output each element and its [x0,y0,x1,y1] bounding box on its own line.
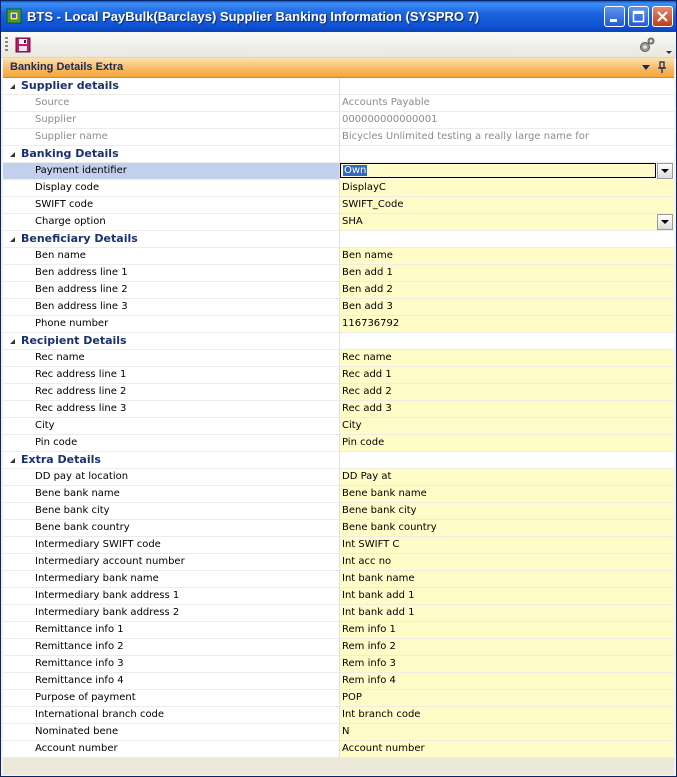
property-value: Bicycles Unlimited testing a really large name for [342,131,589,142]
payment-identifier-input[interactable] [340,163,656,178]
property-label: Bene bank country [35,522,130,533]
close-icon [655,9,670,24]
maximize-icon [631,9,646,24]
property-row-rec-address-2[interactable] [3,384,674,401]
property-value: DisplayC [342,182,386,193]
property-label: Ben address line 2 [35,284,128,295]
property-row-purpose-of-payment[interactable] [3,690,674,707]
property-label: Purpose of payment [35,692,136,703]
property-row-nominated-bene[interactable] [3,724,674,741]
property-label: Intermediary bank address 1 [35,590,180,601]
property-value: Rem info 1 [342,624,396,635]
property-label: City [35,420,55,431]
property-value: Int acc no [342,556,392,567]
property-value: Bene bank country [342,522,437,533]
toolbar [1,32,676,58]
property-row-ben-address-2[interactable] [3,282,674,299]
property-row-charge-option[interactable] [3,214,674,231]
payment-identifier-dropdown-button[interactable] [657,163,673,179]
property-label: Rec name [35,352,85,363]
collapse-triangle-icon[interactable] [9,151,16,158]
property-value: City [342,420,362,431]
property-value: Rem info 3 [342,658,396,669]
property-label: Source [35,97,70,108]
property-value: SHA [342,216,363,227]
property-value: Rem info 2 [342,641,396,652]
property-label: Intermediary bank name [35,573,159,584]
collapse-triangle-icon[interactable] [9,338,16,345]
title-bar[interactable] [1,1,676,32]
category-label: Beneficiary Details [21,232,138,245]
property-row-supplier[interactable] [3,112,674,129]
property-value: Rec add 3 [342,403,392,414]
panel-title: Banking Details Extra [10,61,124,73]
property-label: Account number [35,743,118,754]
category-supplier-details[interactable] [3,78,674,95]
property-row-source[interactable] [3,95,674,112]
window-title: BTS - Local PayBulk(Barclays) Supplier Banking Information (SYSPRO 7) [27,9,480,24]
property-label: Charge option [35,216,106,227]
property-label: Nominated bene [35,726,119,737]
minimize-icon [607,9,622,24]
property-row-remittance-info-3[interactable] [3,656,674,673]
property-row-intermediary-bank-address-1[interactable] [3,588,674,605]
category-label: Recipient Details [21,334,127,347]
property-value: Int bank name [342,573,415,584]
minimize-button[interactable] [604,6,625,27]
property-label: Pin code [35,437,78,448]
property-row-remittance-info-1[interactable] [3,622,674,639]
property-value: Int bank add 1 [342,590,415,601]
property-row-international-branch-code[interactable] [3,707,674,724]
property-label: Rec address line 3 [35,403,127,414]
property-label: Intermediary account number [35,556,185,567]
property-value: Rec name [342,352,392,363]
property-label: Remittance info 1 [35,624,124,635]
property-value: Pin code [342,437,385,448]
property-label: Supplier [35,114,77,125]
property-row-bene-bank-city[interactable] [3,503,674,520]
property-value: Int bank add 1 [342,607,415,618]
property-row-intermediary-bank-address-2[interactable] [3,605,674,622]
property-label: Rec address line 2 [35,386,127,397]
property-value: Ben name [342,250,393,261]
property-value: Rec add 2 [342,386,392,397]
property-row-pin-code[interactable] [3,435,674,452]
property-row-payment-identifier[interactable] [3,163,674,180]
property-label: Ben address line 1 [35,267,128,278]
property-label: Remittance info 2 [35,641,124,652]
collapse-triangle-icon[interactable] [9,236,16,243]
property-row-city[interactable] [3,418,674,435]
property-value: Int SWIFT C [342,539,400,550]
chevron-down-icon[interactable] [641,62,651,72]
property-label: DD pay at location [35,471,129,482]
property-row-rec-address-1[interactable] [3,367,674,384]
category-extra-details[interactable] [3,452,674,469]
property-value: Ben add 3 [342,301,393,312]
property-row-remittance-info-4[interactable] [3,673,674,690]
property-row-intermediary-bank-name[interactable] [3,571,674,588]
property-label: Ben name [35,250,86,261]
charge-option-dropdown-button[interactable] [657,214,673,230]
category-label: Banking Details [21,147,119,160]
property-row-account-number[interactable] [3,741,674,758]
property-label: International branch code [35,709,165,720]
property-row-ben-name[interactable] [3,248,674,265]
property-value: Account number [342,743,425,754]
property-label: SWIFT code [35,199,94,210]
category-label: Extra Details [21,453,101,466]
property-label: Remittance info 3 [35,658,124,669]
property-row-ben-address-1[interactable] [3,265,674,282]
property-label: Intermediary SWIFT code [35,539,161,550]
property-value: Int branch code [342,709,421,720]
category-banking-details[interactable] [3,146,674,163]
property-row-bene-bank-name[interactable] [3,486,674,503]
property-label: Rec address line 1 [35,369,127,380]
property-row-remittance-info-2[interactable] [3,639,674,656]
property-grid [3,78,674,758]
gear-icon[interactable] [638,36,656,54]
toolbar-grip[interactable] [5,37,8,52]
property-row-rec-address-3[interactable] [3,401,674,418]
category-label: Supplier details [21,79,119,92]
property-label: Intermediary bank address 2 [35,607,180,618]
save-icon[interactable] [14,36,32,54]
property-label: Supplier name [35,131,108,142]
chevron-down-icon [661,220,669,225]
property-label: Bene bank name [35,488,120,499]
property-row-ben-address-3[interactable] [3,299,674,316]
property-value: Rec add 1 [342,369,392,380]
property-label: Display code [35,182,100,193]
property-value: Bene bank name [342,488,427,499]
selected-text: Own [344,165,367,176]
toolbar-overflow-icon[interactable] [665,37,673,55]
property-label: Phone number [35,318,109,329]
property-row-rec-name[interactable] [3,350,674,367]
property-value: 000000000000001 [342,114,438,125]
property-label: Remittance info 4 [35,675,124,686]
category-beneficiary-details[interactable] [3,231,674,248]
panel-header [3,58,674,78]
property-value: N [342,726,350,737]
property-row-phone-number[interactable] [3,316,674,333]
property-value: SWIFT_Code [342,199,404,210]
property-value: Accounts Payable [342,97,430,108]
property-label: Ben address line 3 [35,301,128,312]
property-label: Bene bank city [35,505,110,516]
property-value: Rem info 4 [342,675,396,686]
status-bar [3,758,674,775]
property-value: Ben add 1 [342,267,393,278]
close-button[interactable] [652,6,673,27]
collapse-triangle-icon[interactable] [9,83,16,90]
pin-icon[interactable] [657,61,667,74]
property-value: DD Pay at [342,471,392,482]
property-label: Payment identifier [35,165,127,176]
property-row-intermediary-account[interactable] [3,554,674,571]
category-recipient-details[interactable] [3,333,674,350]
property-value: POP [342,692,362,703]
maximize-button[interactable] [628,6,649,27]
property-row-display-code[interactable] [3,180,674,197]
property-row-swift-code[interactable] [3,197,674,214]
chevron-down-icon [661,169,669,174]
property-row-dd-pay-at-location[interactable] [3,469,674,486]
property-value: Bene bank city [342,505,417,516]
property-row-supplier-name[interactable] [3,129,674,146]
property-value: 116736792 [342,318,400,329]
property-value: Ben add 2 [342,284,393,295]
collapse-triangle-icon[interactable] [9,457,16,464]
syspro-app-icon [6,8,22,24]
property-row-bene-bank-country[interactable] [3,520,674,537]
property-row-intermediary-swift[interactable] [3,537,674,554]
